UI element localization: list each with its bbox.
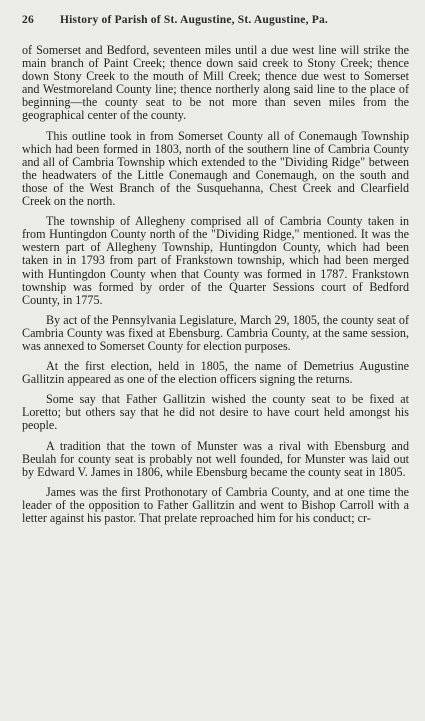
paragraph: This outline took in from Somerset County all of Conemaugh Township which had been formed in 1803, north of the southern line of Cambria County and all of Cambria Township which extended to the "Dividing Ridge" between the headwaters of the Little Conemaugh and Conemaugh, on the south and those of the West Branch of the Susquehanna, Chest Creek and Clearfield Creek on the north. [22, 128, 409, 209]
paragraph: The township of Allegheny comprised all of Cambria County taken in from Huntingdon County north of the "Dividing Ridge," mentioned. It was the western part of Allegheny Township, Huntingdon County, which had been taken in in 1793 from part of Frankstown township, which had been merged with Huntingdon County when that County was formed in 1787. Frankstown township was formed by order of the Quarter Sessions court of Bedford County, in 1775. [22, 214, 409, 307]
paragraph: of Somerset and Bedford, seventeen miles until a due west line will strike the main branch of Paint Creek; thence down said creek to Stony Creek; thence down Stony Creek to the mouth of Mill Creek; thence due west to Somerset and Westmoreland County line; thence northerly along said line to the place of beginning—the county seat to be not more than seven miles from the geographical center of the county. [22, 43, 409, 123]
paragraph: At the first election, held in 1805, the name of Demetrius Augustine Gallitzin appeared as one of the election officers signing the returns. [22, 359, 409, 387]
page-header [22, 14, 409, 26]
paragraph: James was the first Prothonotary of Cambria County, and at one time the leader of the opposition to Father Gallitzin and went to Bishop Carroll with a letter against his pastor. That prelate reproached him for his conduct; cr- [22, 484, 409, 525]
paragraph: A tradition that the town of Munster was a rival with Ebensburg and Beulah for county seat is probably not well founded, for Munster was laid out by Edward V. James in 1806, while Ebensburg became the county seat in 1805. [22, 438, 409, 479]
paragraph: By act of the Pennsylvania Legislature, March 29, 1805, the county seat of Cambria County was fixed at Ebensburg. Cambria County, at the same session, was annexed to Somerset County for election purposes. [22, 312, 409, 353]
page-body [22, 44, 409, 525]
running-title: History of Parish of St. Augustine, St. Augustine, Pa. [60, 14, 328, 26]
paragraph: Some say that Father Gallitzin wished the county seat to be fixed at Loretto; but others say that he did not desire to have court held amongst his people. [22, 392, 409, 433]
page-number: 26 [22, 14, 34, 26]
